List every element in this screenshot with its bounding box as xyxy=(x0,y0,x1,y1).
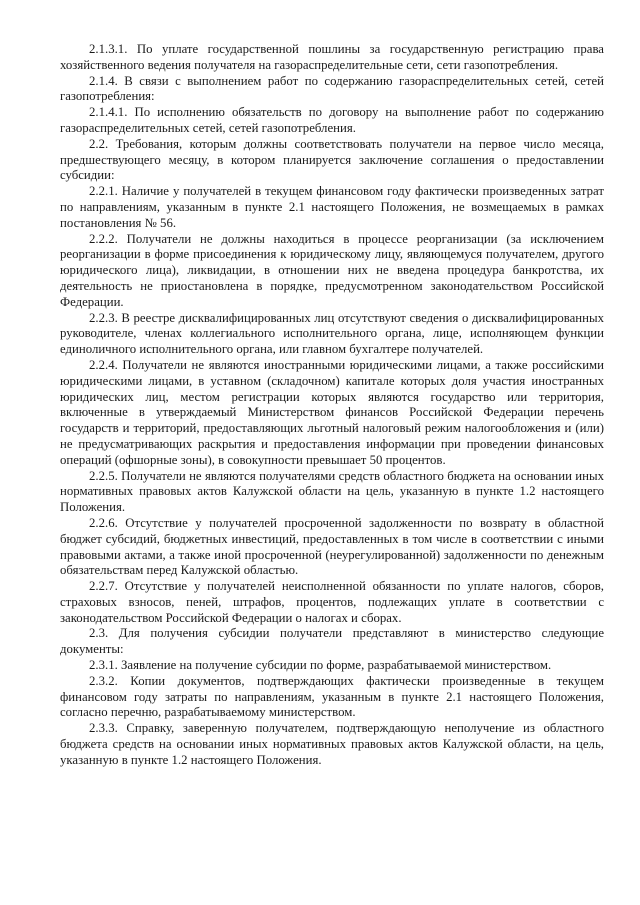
paragraph-2-2: 2.2. Требования, которым должны соответствовать получатели на первое число месяца, предшествующего месяцу, в котором планируется заключение соглашения о предоставлении субсидии: xyxy=(60,136,604,183)
document-body xyxy=(60,42,604,769)
paragraph-2-2-2: 2.2.2. Получатели не должны находиться в процессе реорганизации (за исключением реорганизации в форме присоединения к юридическому лицу, являющемуся получателем, другого юридического лица), ликвидации, в отношении них не введена процедура банкротства, их деятельность не приостановлена в порядке, предусмотренном законодательством Российской Федерации. xyxy=(60,231,604,309)
paragraph-2-3-2: 2.3.2. Копии документов, подтверждающих фактически произведенные в текущем финансовом году затраты по направлениям, указанным в пункте 2.1 настоящего Положения, согласно перечню, разрабатываемому министерством. xyxy=(60,673,604,720)
paragraph-2-2-5: 2.2.5. Получатели не являются получателями средств областного бюджета на основании иных нормативных правовых актов Калужской области на цель, указанную в пункте 1.2 настоящего Положения. xyxy=(60,468,604,515)
paragraph-2-2-7: 2.2.7. Отсутствие у получателей неисполненной обязанности по уплате налогов, сборов, страховых взносов, пеней, штрафов, процентов, подлежащих уплате в соответствии с законодательством Российской Федерации о налогах и сборах. xyxy=(60,579,604,625)
paragraph-2-1-3-1: 2.1.3.1. По уплате государственной пошлины за государственную регистрацию права хозяйственного ведения получателя на газораспределительные сети, сети газопотребления. xyxy=(60,42,604,72)
paragraph-2-2-4: 2.2.4. Получатели не являются иностранными юридическими лицами, а также российскими юридическими лицами, в уставном (складочном) капитале которых доля участия иностранных юридических лиц, местом регистрации которых являются государство или территория, включенные в утверждаемый Министерством финансов Российской Федерации перечень государств и территорий, предоставляющих льготный налоговый режим налогообложения и (или) не предусматривающих раскрытия и предоставления информации при проведении финансовых операций (офшорные зоны), в совокупности превышает 50 процентов. xyxy=(60,357,604,467)
paragraph-2-1-4: 2.1.4. В связи с выполнением работ по содержанию газораспределительных сетей, сетей газопотребления: xyxy=(60,73,604,104)
paragraph-2-2-6: 2.2.6. Отсутствие у получателей просроченной задолженности по возврату в областной бюджет субсидий, бюджетных инвестиций, предоставленных в том числе в соответствии с иными правовыми актами, а также иной просроченной (неурегулированной) задолженности по денежным обязательствам перед Калужской областью. xyxy=(60,515,604,578)
paragraph-2-3: 2.3. Для получения субсидии получатели представляют в министерство следующие документы: xyxy=(60,626,604,657)
paragraph-2-3-3: 2.3.3. Справку, заверенную получателем, подтверждающую неполучение из областного бюджета средств на основании иных нормативных правовых актов Калужской области, на цель, указанную в пункте 1.2 настоящего Положения. xyxy=(60,721,604,767)
paragraph-2-3-1: 2.3.1. Заявление на получение субсидии по форме, разрабатываемой министерством. xyxy=(89,658,552,673)
paragraph-2-2-1: 2.2.1. Наличие у получателей в текущем финансовом году фактически произведенных затрат по направлениям, указанным в пункте 2.1 настоящего Положения, не возмещаемых в рамках постановления № 56. xyxy=(60,184,604,230)
paragraph-2-2-3: 2.2.3. В реестре дисквалифицированных лиц отсутствуют сведения о дисквалифицированных руководителе, членах коллегиального исполнительного органа, лице, исполняющем функции единоличного исполнительного органа, или главном бухгалтере получателей. xyxy=(60,310,604,357)
paragraph-2-1-4-1: 2.1.4.1. По исполнению обязательств по договору на выполнение работ по содержанию газораспределительных сетей, сетей газопотребления. xyxy=(60,105,604,135)
